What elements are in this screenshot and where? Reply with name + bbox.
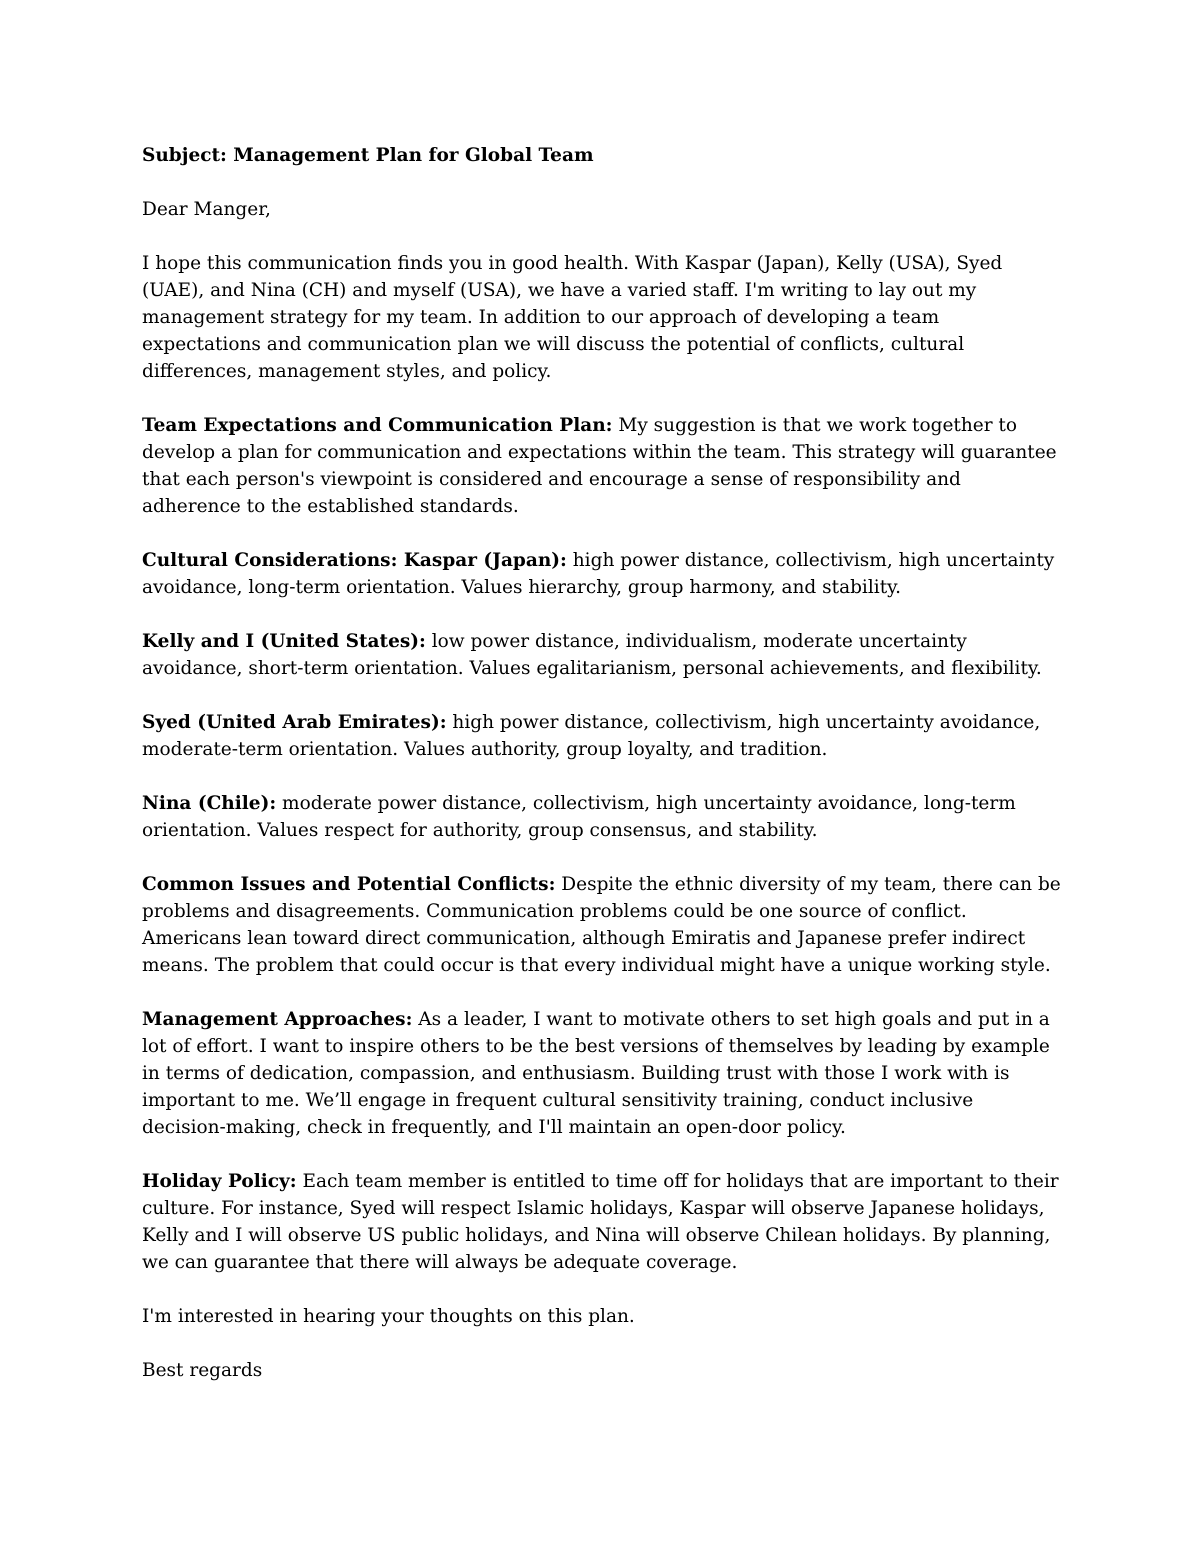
section-management-approaches bbox=[142, 1006, 1062, 1141]
section-heading: Common Issues and Potential Conflicts: bbox=[142, 874, 556, 895]
section-text: Each team member is entitled to time off for holidays that are important to their culture. For instance, Syed will respect Islamic holidays, Kaspar will observe Japanese holidays, Kelly and I will observe US public holidays, and Nina will observe Chilean holidays. By planning, we can guarantee that there will always be adequate coverage. bbox=[142, 1171, 1059, 1273]
salutation: Dear Manger, bbox=[142, 199, 271, 220]
section-text: high power distance, collectivism, high uncertainty avoidance, long-term orientation. Values hierarchy, group harmony, and stability. bbox=[142, 550, 1055, 598]
section-text: My suggestion is that we work together to develop a plan for communication and expectations within the team. This strategy will guarantee that each person's viewpoint is considered and encourage a sense of responsibility and adherence to the established standards. bbox=[142, 415, 1057, 517]
section-text: moderate power distance, collectivism, high uncertainty avoidance, long-term orientation. Values respect for authority, group consensus, and stability. bbox=[142, 793, 1016, 841]
subject-line: Subject: Management Plan for Global Team bbox=[142, 145, 594, 166]
section-text: high power distance, collectivism, high uncertainty avoidance, moderate-term orientation. Values authority, group loyalty, and tradition. bbox=[142, 712, 1041, 760]
section-common-issues bbox=[142, 871, 1062, 979]
section-heading: Holiday Policy: bbox=[142, 1171, 297, 1192]
section-text: Despite the ethnic diversity of my team, there can be problems and disagreements. Communication problems could be one source of conflict. Americans lean toward direct communication, although Emiratis and Japanese prefer indirect means. The problem that could occur is that every individual might have a unique working style. bbox=[142, 874, 1061, 976]
sign-off: Best regards bbox=[142, 1360, 263, 1381]
section-heading: Management Approaches: bbox=[142, 1009, 413, 1030]
section-text: As a leader, I want to motivate others to set high goals and put in a lot of effort. I want to inspire others to be the best versions of themselves by leading by example in terms of dedication, compassion, and enthusiasm. Building trust with those I work with is important to me. We’ll engage in frequent cultural sensitivity training, conduct inclusive decision-making, check in frequently, and I'll maintain an open-door policy. bbox=[142, 1009, 1050, 1138]
section-heading: Nina (Chile): bbox=[142, 793, 277, 814]
section-team-expectations bbox=[142, 412, 1062, 520]
section-heading: Kelly and I (United States): bbox=[142, 631, 426, 652]
section-heading: Syed (United Arab Emirates): bbox=[142, 712, 447, 733]
section-cultural-kaspar bbox=[142, 547, 1062, 601]
section-heading: Cultural Considerations: Kaspar (Japan): bbox=[142, 550, 567, 571]
closing-line: I'm interested in hearing your thoughts on this plan. bbox=[142, 1306, 635, 1327]
section-kelly-us bbox=[142, 628, 1062, 682]
section-text: low power distance, individualism, moderate uncertainty avoidance, short-term orientation. Values egalitarianism, personal achievements, and flexibility. bbox=[142, 631, 1042, 679]
section-nina-chile bbox=[142, 790, 1062, 844]
intro-paragraph: I hope this communication finds you in good health. With Kaspar (Japan), Kelly (USA), Syed (UAE), and Nina (CH) and myself (USA), we have a varied staff. I'm writing to lay out my management strategy for my team. In addition to our approach of developing a team expectations and communication plan we will discuss the potential of conflicts, cultural differences, management styles, and policy. bbox=[142, 253, 1003, 382]
section-syed-uae bbox=[142, 709, 1062, 763]
section-heading: Team Expectations and Communication Plan: bbox=[142, 415, 613, 436]
section-holiday-policy bbox=[142, 1168, 1062, 1276]
